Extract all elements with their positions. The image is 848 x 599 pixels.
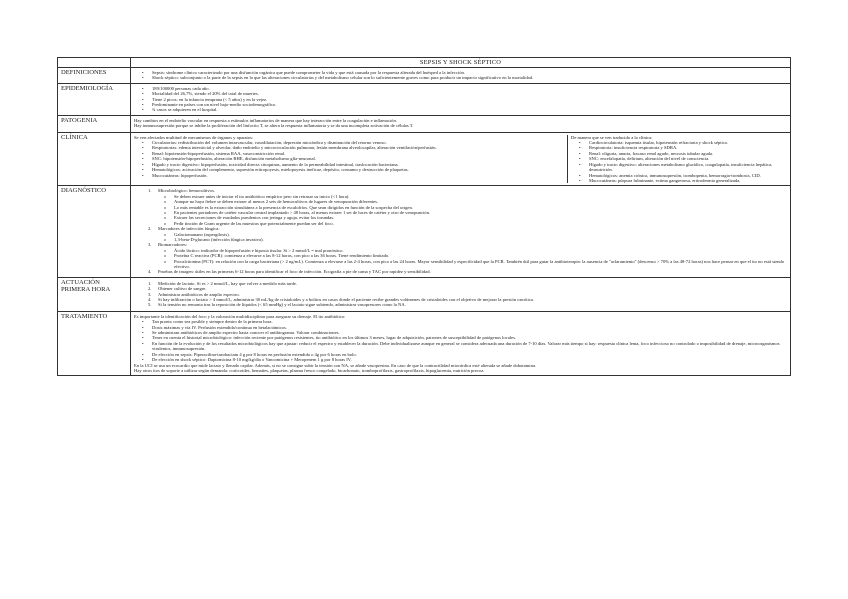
patogenia-line: Hay cambios en el endotelio vascular en respuesta a estímulos inflamatorios de manera que hay interacción entre la coagulación e inflamación.: [134, 117, 397, 123]
list-item: • De elección en sepsis: Piperacilina-tazobactam 4 g por 8 horas en perfusión extendida o 4g por 6 horas en bolo.: [134, 352, 787, 357]
label-diagnostico: DIAGNÓSTICO: [58, 186, 131, 278]
clinica-right-list: [571, 140, 787, 183]
row-clinica: [58, 132, 791, 186]
diagnostico-sublist-3: [134, 248, 787, 270]
epidemiologia-list: [134, 86, 787, 113]
label-epidemiologia: EPIDEMIOLOGÍA: [58, 83, 131, 115]
tratamiento-outro: En la UCI se usa un ecocardio que mide lactato y llenado capilar. Además, si no se consigue subir la tensión con NA, se añade vasopresina. En caso de que la contractilidad miocárdica esté alterada se añade dobutamina.: [134, 362, 537, 368]
row-actuacion: [58, 277, 791, 311]
diagnostico-item-text: Pruebas de imagen: útiles en las primeras 6-12 horas para identificar el foco de infección. Ecografía a pie de cama y TAC por rapidez y sensibilidad.: [158, 269, 431, 275]
content-patogenia: [131, 115, 791, 132]
diagnostico-item-3: 3. Biomarcadores:: [148, 242, 188, 248]
content-tratamiento: [131, 311, 791, 375]
list-item: • ¾ casos se adquieren en el hospital.: [134, 107, 787, 112]
diagnostico-item-text: Biomarcadores:: [158, 242, 188, 248]
clinica-columns: [134, 135, 787, 184]
clinica-left-column: [134, 135, 568, 184]
list-item: o Pedir tinción de Gram urgente de las muestras que potencialmente puedan ser del foco.: [134, 221, 787, 226]
content-actuacion: [131, 277, 791, 311]
page-title: SEPSIS Y SHOCK SÉPTICO: [131, 58, 791, 68]
row-definiciones: [58, 68, 791, 84]
list-item: • Respiratorias: edema intersticial y alveolar, daño endotelio y microcirculación pulmonar, lesión membrana alveolocapilar, alteración ventilación/perfusión.: [134, 145, 564, 150]
list-item: • Shock séptico: subconjunto o la parte de la sepsis en la que las alteraciones circulatorias y del metabolismo celular son lo suficientemente graves como para producir un impacto significativo en la mortalidad.: [134, 75, 787, 80]
list-item: • Tener en cuenta el historial microbiológico: infección reciente por patógenos resistentes, tto antibiótico en los últimos 3 meses, lugar de adquisición, patrones de susceptibilidad de patógenos locales.: [134, 335, 787, 340]
list-item: • Respiratoria: insuficiencia respiratoria y SDRA.: [571, 145, 787, 150]
row-tratamiento: [58, 311, 791, 375]
list-item: o Aunque no haya fiebre se deben extraer al menos 2 sets de hemocultivos de lugares de venopunción diferentes.: [134, 199, 787, 204]
list-item: • Sepsis: síndrome clínico caracterizado por una disfunción orgánica que puede comprometer la vida y que está causada por la respuesta alterada del huésped a la infección.: [134, 70, 787, 75]
list-item: o Lo más rentable es la extracción simultánea a la presencia de escalofríos. Que sean dirigidos en función de la sospecha del origen.: [134, 205, 787, 210]
list-item: o Galactomanano (aspergilosis).: [134, 232, 787, 237]
list-item: 2. Obtener cultivo de sangre.: [148, 286, 207, 292]
list-item: • Hematológicos: anemia crónica, inmunosupresión, trombopenia, hemorragia-trombosis, CID.: [571, 173, 787, 178]
tratamiento-outro: Hay otros ttos de soporte a utilizar según demanda: corticoides, hematíes, plaquetas, plasma fresco congelado, bicarbonato, tromboprofilaxis, gastroprofilaxis, hipoglucemia, nutrición precoz.: [134, 367, 485, 373]
list-item: o Se deben extraer antes de iniciar el tto antibiótico empírico pero sin retrasar su inicio (<1 hora).: [134, 194, 787, 199]
list-item: • Cardiocirculatoria: isquemia tisular, hipotensión refractaria y shock séptico.: [571, 140, 787, 145]
tratamiento-list: [134, 319, 787, 362]
list-item: 1. Medición de lactato. Si es > 2 mmol/L, hay que volver a medirlo más tarde.: [148, 280, 297, 286]
content-definiciones: [131, 68, 791, 84]
diagnostico-item-text: Microbiológico: hemocultivos.: [158, 188, 215, 194]
list-item: • Hígado y tracto digestivo: alteraciones metabolismo glucídico, coagulopatía, insuficiencia hepática, desnutrición.: [571, 162, 787, 173]
list-item: 5. Si la tensión no remonta tras la reposición de líquidos (< 65 mmHg) y el lactato sigue subiendo, administrar vasopresores como la NA.: [148, 302, 406, 308]
list-item: • Renal: oliguria, anuria, fracaso renal agudo, necrosis tubular aguda.: [571, 151, 787, 156]
content-epidemiologia: [131, 83, 791, 115]
actuacion-step-text: Administrar antibióticos de amplio espectro.: [158, 291, 240, 297]
list-item: o Ácido láctico: indicador de hipoperfusión e hipoxia tisular. Si > 2 mmol/L = mal pronóstico.: [134, 248, 787, 253]
patogenia-line: Hay inmunosupresión porque se inhibe la proliferación del linfocito T, se altera la respuesta inflamatoria y se da una incompleta activación de células T.: [134, 123, 414, 129]
list-item: • Mucocutáneas: hipoperfusión.: [134, 173, 564, 178]
actuacion-step-text: Si la tensión no remonta tras la reposición de líquidos (< 65 mmHg) y el lactato sigue subiendo, administrar vasopresores como la NA.: [158, 302, 406, 308]
row-patogenia: [58, 115, 791, 132]
list-item: • Predominante en países con un nivel bajo-medio sociodemográfico.: [134, 102, 787, 107]
list-item: • SNC: encefalopatía, delirium, alteración del nivel de consciencia.: [571, 156, 787, 161]
list-item: o Procalcitonina (PCT): en relación con la carga bacteriana (> 2 ng/mL). Comienza a elevarse a las 2-4 horas, con pico a las 24 horas. Mayor sensibilidad y especificidad que la PCR. También útil para guiar la antibioterapia: la ausencia de "aclaramiento" (descenso > 70% a las 48-72 horas) nos hace pensar en que el tto no está siendo efectivo.: [134, 259, 787, 270]
clinica-left-list: [134, 140, 564, 178]
actuacion-step-text: Obtener cultivo de sangre.: [158, 286, 207, 292]
actuacion-step-text: Medición de lactato. Si es > 2 mmol/L, hay que volver a medirlo más tarde.: [158, 280, 297, 286]
label-actuacion: ACTUACIÓN PRIMERA HORA: [58, 277, 131, 311]
list-item: o En pacientes portadores de catéter vascular central implantado > 48 horas, al menos extraer 1 set de luces de catéter y otro de venopunción.: [134, 210, 787, 215]
diagnostico-item-text: Marcadores de infección fúngica:: [158, 226, 220, 232]
diagnostico-item-1: 1. Microbiológico: hemocultivos.: [148, 188, 215, 194]
title-row: [58, 58, 791, 68]
list-item: • 189/100000 personas cada año.: [134, 86, 787, 91]
content-diagnostico: [131, 186, 791, 278]
list-item: • Renal: hipotensión-hipoperfusión, sistema RAA, vasoconstricción renal.: [134, 151, 564, 156]
label-definiciones: DEFINICIONES: [58, 68, 131, 84]
definiciones-list: [134, 70, 787, 81]
list-item: • SNC: hipotensión-hipoperfusión, alteración BHE, disfunción metabolismo glía-neuronal.: [134, 156, 564, 161]
list-item: 3. Administrar antibióticos de amplio espectro.: [148, 291, 240, 297]
summary-table: [57, 57, 791, 376]
diagnostico-item-2: 2. Marcadores de infección fúngica:: [148, 226, 220, 232]
label-clinica: CLÍNICA: [58, 132, 131, 186]
clinica-right-column: [571, 135, 787, 184]
list-item: • Se administran antibióticos de amplio espectro hasta conocer el antibiograma. Valorar combinaciones.: [134, 330, 787, 335]
tratamiento-intro: Es importante la identificación del foco y la valoración multidisciplinar para asegurar su drenaje. El tto antibiótico:: [134, 313, 346, 319]
list-item: • Hematológicos: activación del complemento, supresión eritropoyesis, mielopoyesis ineficaz, depósito, consumo y destrucción de plaquetas.: [134, 167, 564, 172]
list-item: • Tiene 2 picos: en la infancia temprana (< 5 años) y en la vejez.: [134, 97, 787, 102]
actuacion-step-text: Si hay infiltración o lactato > 4 mmol/L, administrar 30 mL/kg de cristaloides y a bolitos en casos donde el paciente recibe grandes volúmenes de cristaloides con el objetivo de mejorar la presión oncótica.: [158, 297, 534, 303]
list-item: o 1,3-beta-D-glucano (infección fúngica invasiva).: [134, 237, 787, 242]
list-item: • Dosis máximas y vía IV. Perfusión extendida/continua en betalactámicos.: [134, 325, 787, 330]
list-item: • Mortalidad del 26,7%, siendo el 20% del total de muertes.: [134, 91, 787, 96]
diagnostico-sublist-2: [134, 232, 787, 243]
title-corner-cell: [58, 58, 131, 68]
clinica-right-intro: De manera que se ven traducido a la clínica:: [571, 134, 653, 140]
content-clinica: [131, 132, 791, 186]
list-item: • Circulatorias: redistribución del volumen intravascular, vasodilatación, depresión miocárdica y disminución del retorno venoso.: [134, 140, 564, 145]
list-item: • Hígado y tracto digestivo: hipoperfusión, toxicidad directa citoquinas, aumento de la permeabilidad intestinal, traslocación bacteriana.: [134, 162, 564, 167]
diagnostico-sublist-1: [134, 194, 787, 226]
clinica-left-intro: Se ven afectados multitud de mecanismos de órganos y aparatos:: [134, 134, 254, 140]
list-item: o Extraer las secreciones de exudados purulentos con jeringa y aguja, evitar los torundas.: [134, 215, 787, 220]
list-item: o Proteína C reactiva (PCR): comienza a elevarse a las 8-12 horas, con pico a las 36 horas. Tiene rendimiento limitado.: [134, 253, 787, 258]
row-diagnostico: [58, 186, 791, 278]
list-item: • En función de la evolución y de los resultados microbiológicos hay que ajustar: reducir el espectro y establecer la duración. Debe individualizarse aunque en general se considera adecuada una duración de 7-10 días. Valorar más tiempo si hay: respuesta clínica lenta, foco infeccioso no controlado o imposibilidad de drenaje, microorganismos virulentos, inmunosupresión.: [134, 341, 787, 352]
list-item: • De elección en shock séptico: Daptomicina 8-10 mg/kg/día o Vancomicina + Meropenem 1 g por 8 horas IV.: [134, 357, 787, 362]
row-epidemiologia: [58, 83, 791, 115]
list-item: • Mucocutáneas: púrpura fulminante, ectima gangrenosa, eritrodermia generalizada.: [571, 178, 787, 183]
diagnostico-item-4: 4. Pruebas de imagen: útiles en las primeras 6-12 horas para identificar el foco de infección. Ecografía a pie de cama y TAC por rapidez y sensibilidad.: [148, 269, 431, 275]
label-patogenia: PATOGENIA: [58, 115, 131, 132]
list-item: 4. Si hay infiltración o lactato > 4 mmol/L, administrar 30 mL/kg de cristaloides y a bolitos en casos donde el paciente recibe grandes volúmenes de cristaloides con el objetivo de mejorar la presión oncótica.: [148, 297, 534, 303]
label-tratamiento: TRATAMIENTO: [58, 311, 131, 375]
list-item: • Tan pronto como sea posible y siempre dentro de la primera hora.: [134, 319, 787, 324]
